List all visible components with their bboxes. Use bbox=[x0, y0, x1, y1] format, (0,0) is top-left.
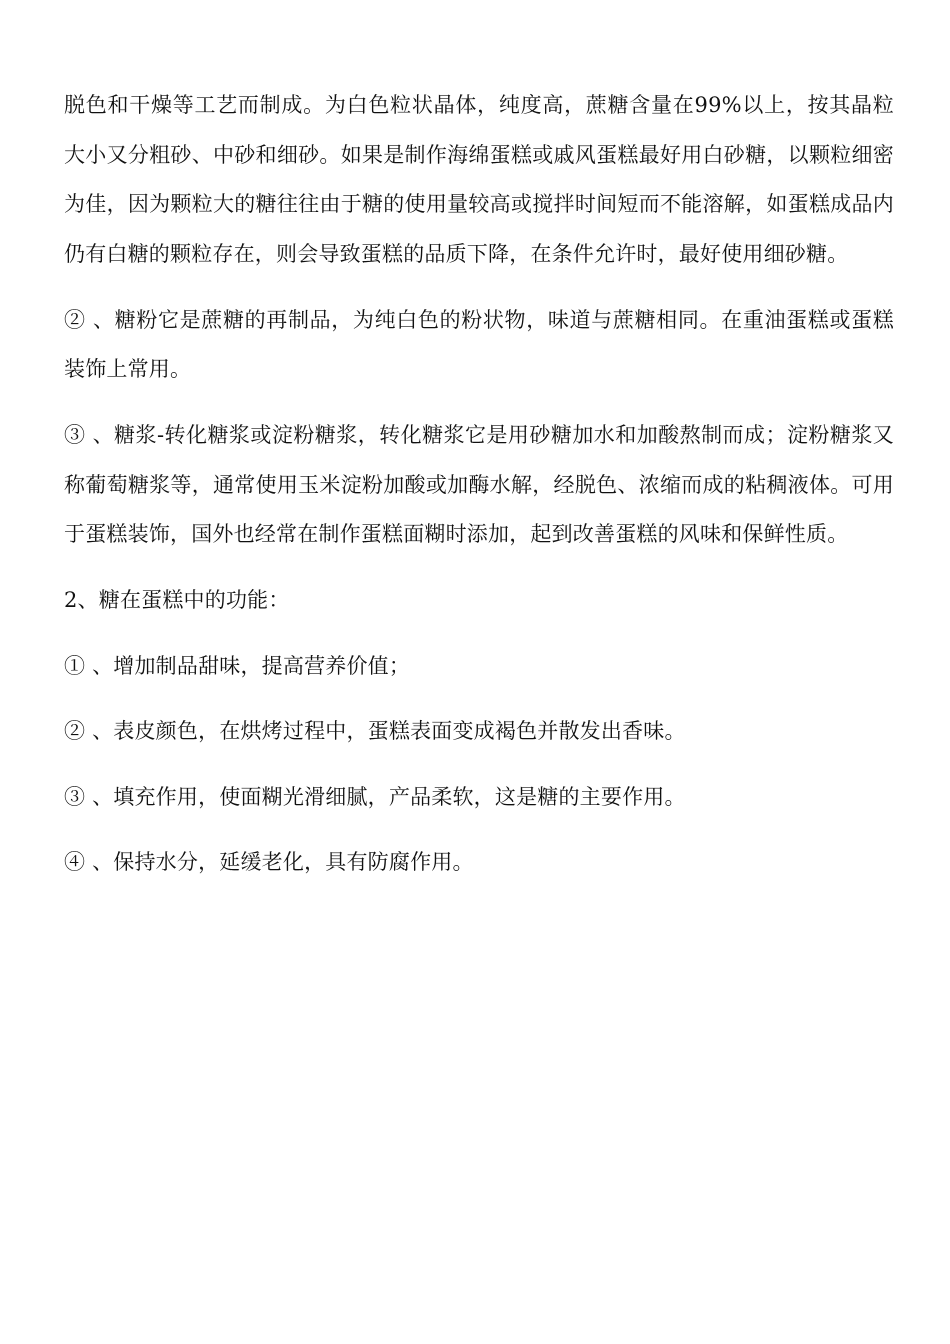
list-item-filling: ③ 、填充作用，使面糊光滑细腻，产品柔软，这是糖的主要作用。 bbox=[64, 784, 686, 809]
document-body bbox=[64, 81, 894, 888]
section-heading-sugar-function: 2、糖在蛋糕中的功能： bbox=[64, 588, 290, 612]
paragraph-syrup: ③ 、糖浆-转化糖浆或淀粉糖浆，转化糖浆它是用砂糖加水和加酸熬制而成；淀粉糖浆又称葡萄糖浆等，通常使用玉米淀粉加酸或加酶水解，经脱色、浓缩而成的粘稠液体。可用于蛋糕装饰，国外也经常在制作蛋糕面糊时添加，起到改善蛋糕的风味和保鲜性质。 bbox=[64, 423, 894, 546]
paragraph-powdered-sugar: ② 、糖粉它是蔗糖的再制品，为纯白色的粉状物，味道与蔗糖相同。在重油蛋糕或蛋糕装饰上常用。 bbox=[64, 307, 894, 381]
list-item-moisture: ④ 、保持水分，延缓老化，具有防腐作用。 bbox=[64, 850, 474, 874]
list-item-crust-color: ② 、表皮颜色，在烘烤过程中，蛋糕表面变成褐色并散发出香味。 bbox=[64, 719, 686, 743]
paragraph-white-sugar: 脱色和干燥等工艺而制成。为白色粒状晶体，纯度高，蔗糖含量在99%以上，按其晶粒大小又分粗砂、中砂和细砂。如果是制作海绵蛋糕或戚风蛋糕最好用白砂糖，以颗粒细密为佳，因为颗粒大的糖往往由于糖的使用量较高或搅拌时间短而不能溶解，如蛋糕成品内仍有白糖的颗粒存在，则会导致蛋糕的品质下降，在条件允许时，最好使用细砂糖。 bbox=[64, 93, 894, 266]
list-item-sweetness: ① 、增加制品甜味，提高营养价值； bbox=[64, 653, 411, 678]
